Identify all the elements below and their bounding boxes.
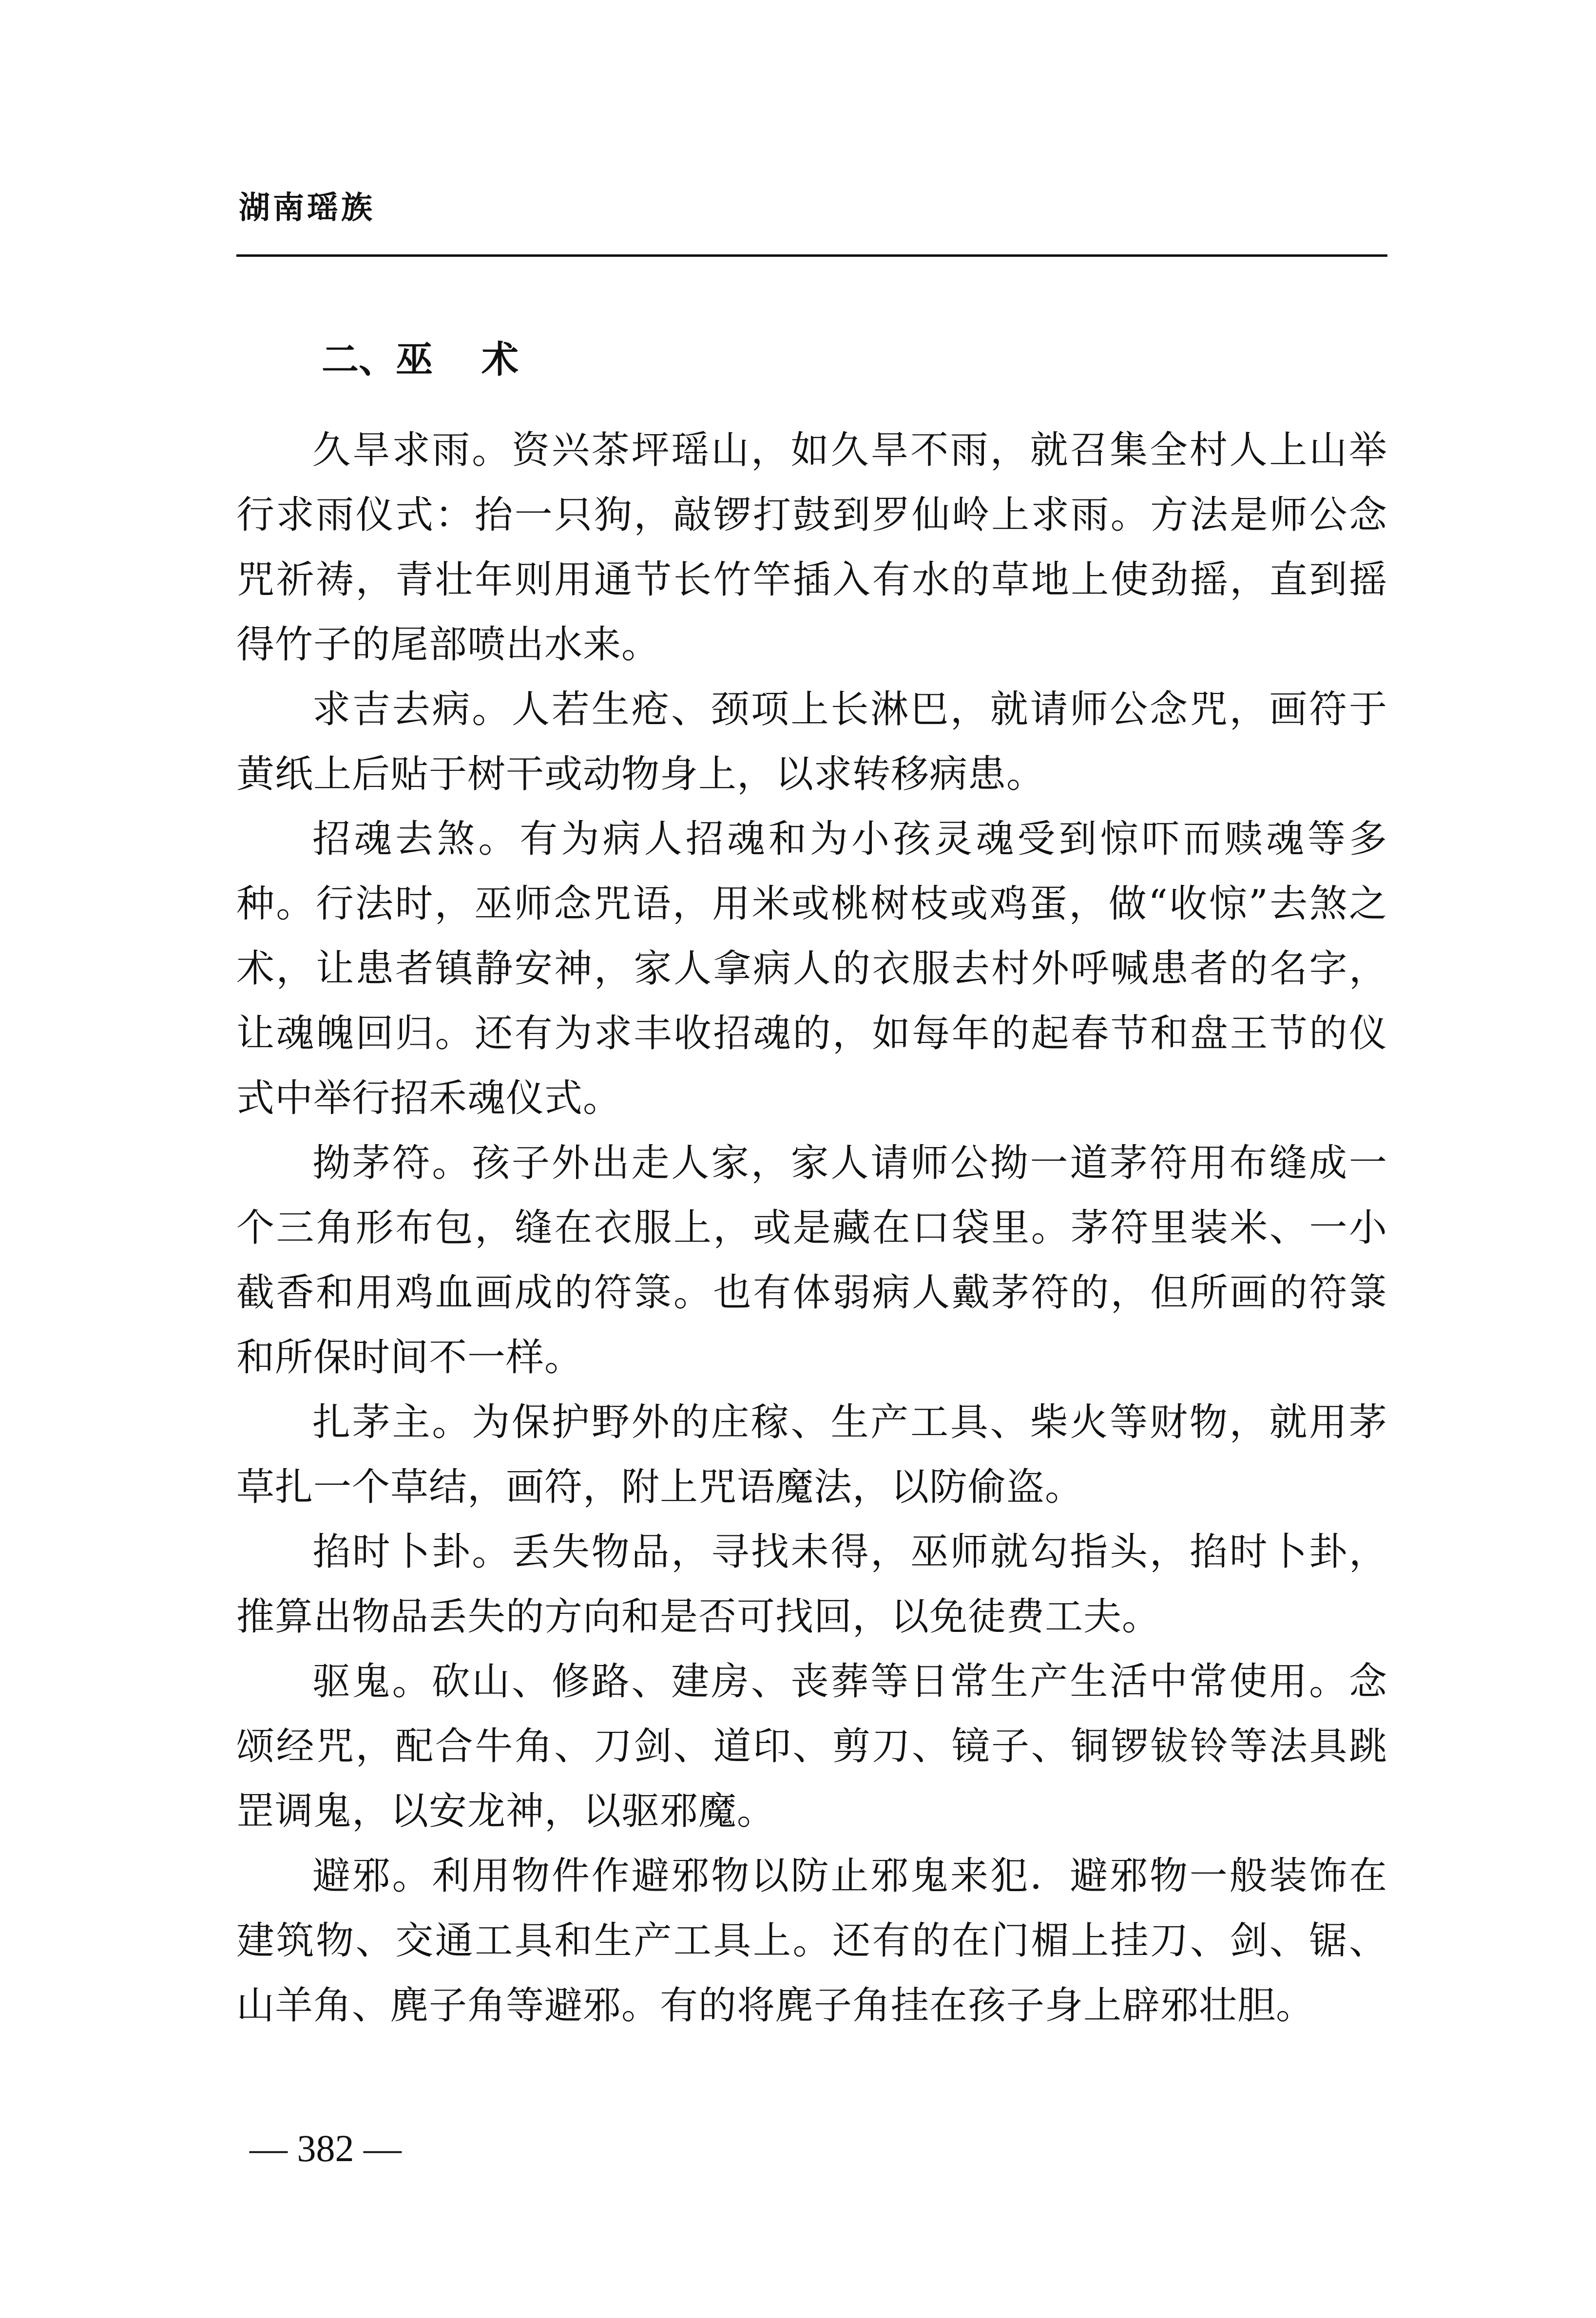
section-heading: [322, 338, 519, 381]
section-heading-number: 二、巫: [322, 338, 433, 381]
paragraph-rain-prayer: 久旱求雨。资兴茶坪瑶山，如久旱不雨，就召集全村人上山举行求雨仪式：抬一只狗，敲锣打鼓到罗仙岭上求雨。方法是师公念咒祈祷，青壮年则用通节长竹竿插入有水的草地上使劲摇，直到摇得竹子的尾部喷出水来。: [236, 428, 1387, 667]
page-number: — 382 —: [250, 2127, 402, 2169]
header-rule: [236, 254, 1387, 257]
body-text: [236, 418, 1387, 2038]
section-heading-title: 术: [481, 338, 519, 381]
running-header: 湖南瑶族: [239, 190, 375, 226]
paragraph-soul-calling: 招魂去煞。有为病人招魂和为小孩灵魂受到惊吓而赎魂等多种。行法时，巫师念咒语，用米或桃树枝或鸡蛋，做“收惊”去煞之术，让患者镇静安神，家人拿病人的衣服去村外呼喊患者的名字，让魂魄回归。还有为求丰收招魂的，如每年的起春节和盘王节的仪式中举行招禾魂仪式。: [236, 817, 1387, 1120]
paragraph-divination: 掐时卜卦。丢失物品，寻找未得，巫师就勾指头，掐时卜卦，推算出物品丢失的方向和是否可找回，以免徒费工夫。: [236, 1530, 1387, 1639]
paragraph-ward-off-evil: 避邪。利用物件作避邪物以防止邪鬼来犯．避邪物一般装饰在建筑物、交通工具和生产工具上。还有的在门楣上挂刀、剑、锯、山羊角、麂子角等避邪。有的将麂子角挂在孩子身上辟邪壮胆。: [236, 1854, 1387, 2028]
paragraph-cure-illness: 求吉去病。人若生疮、颈项上长淋巴，就请师公念咒，画符于黄纸上后贴于树干或动物身上，以求转移病患。: [236, 688, 1387, 796]
paragraph-grass-guardian: 扎茅主。为保护野外的庄稼、生产工具、柴火等财物，就用茅草扎一个草结，画符，附上咒语魔法，以防偷盗。: [236, 1400, 1387, 1509]
paragraph-exorcism: 驱鬼。砍山、修路、建房、丧葬等日常生产生活中常使用。念颂经咒，配合牛角、刀剑、道印、剪刀、镜子、铜锣钹铃等法具跳罡调鬼，以安龙神，以驱邪魔。: [236, 1660, 1387, 1833]
paragraph-grass-talisman: 拗茅符。孩子外出走人家，家人请师公拗一道茅符用布缝成一个三角形布包，缝在衣服上，或是藏在口袋里。茅符里装米、一小截香和用鸡血画成的符箓。也有体弱病人戴茅符的，但所画的符箓和所保时间不一样。: [236, 1141, 1387, 1379]
